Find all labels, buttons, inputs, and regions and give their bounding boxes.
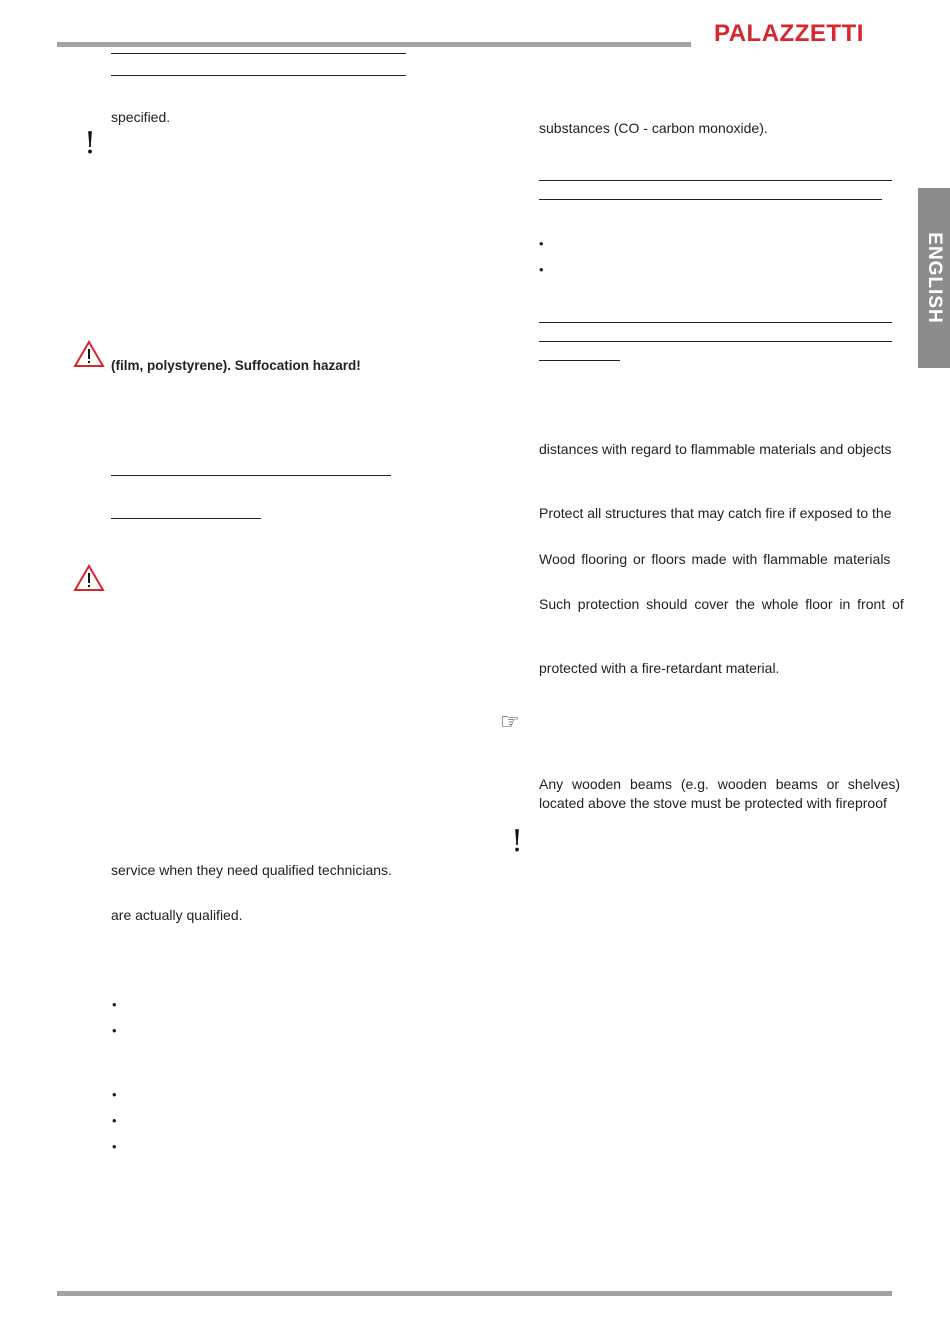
heading-rule [539,360,620,361]
text-line: specified. [111,109,171,125]
bullet-marker: • [112,1113,117,1128]
heading-rule [111,75,406,76]
heading-rule [539,322,892,323]
header-bar [57,42,691,47]
brand-logo: PALAZZETTI [714,20,864,47]
exclamation-icon: ! [511,824,524,859]
heading-rule [111,518,261,519]
pointing-hand-icon: ☞ [500,710,520,735]
heading-rule [111,475,391,476]
heading-rule [539,180,892,181]
text-line: Wood flooring or floors made with flammable materials [539,551,891,567]
text-line: are actually qualified. [111,907,243,923]
language-tab-label: ENGLISH [924,232,945,324]
heading-rule [539,341,892,342]
text-line: located above the stove must be protected with fireproof [539,795,887,811]
hazard-text: (film, polystyrene). Suffocation hazard! [111,358,361,373]
heading-rule [111,53,406,54]
warning-triangle-icon [73,564,105,592]
text-line: distances with regard to flammable materials and objects [539,441,892,457]
language-tab[interactable] [918,188,950,368]
bullet-marker: • [539,236,544,251]
text-line: Such protection should cover the whole floor in front of [539,596,904,612]
text-line: service when they need qualified technicians. [111,862,392,878]
text-line: Protect all structures that may catch fire if exposed to the [539,505,892,521]
footer-bar [57,1291,892,1296]
bullet-marker: • [112,997,117,1012]
text-line: Any wooden beams (e.g. wooden beams or shelves) [539,776,901,792]
heading-rule [539,199,882,200]
bullet-marker: • [112,1023,117,1038]
warning-triangle-icon [73,340,105,368]
text-line: protected with a fire-retardant material. [539,660,780,676]
bullet-marker: • [112,1087,117,1102]
bullet-marker: • [112,1139,117,1154]
exclamation-icon: ! [84,126,97,161]
text-line: substances (CO - carbon monoxide). [539,120,768,136]
bullet-marker: • [539,262,544,277]
